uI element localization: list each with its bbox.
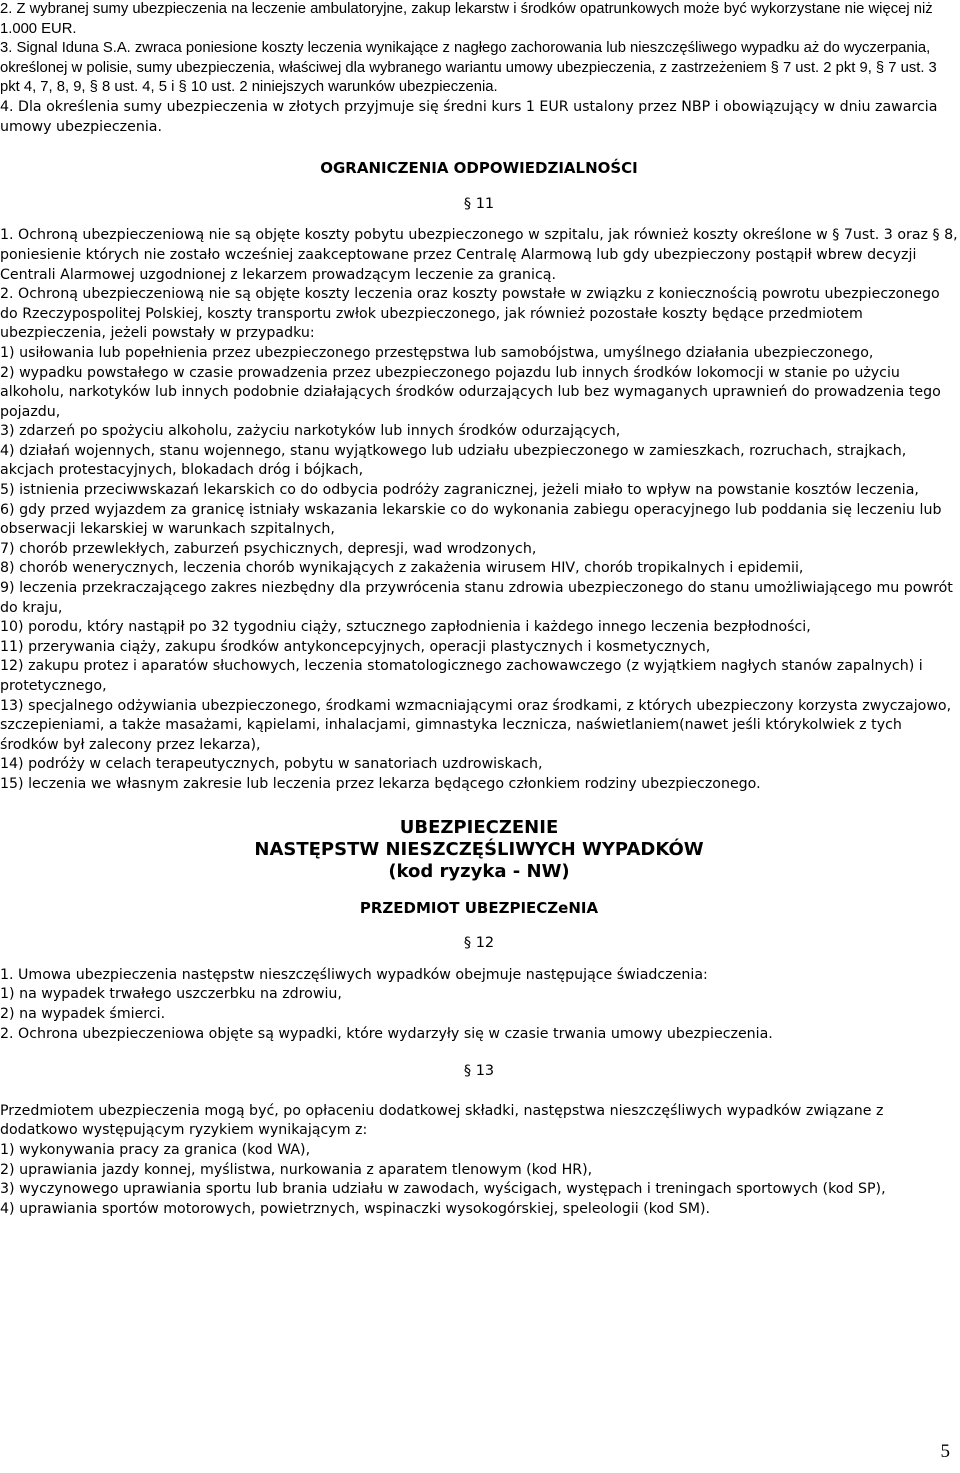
list-item: 2. Ochroną ubezpieczeniową nie są objęte koszty leczenia oraz koszty powstałe w związku z koniecznością powrotu ubezpieczonego do Rzeczypospolitej Polskiej, koszty transportu zwłok ubezpieczonego, jak również pozostałe koszty będące przedmiotem ubezpieczenia, jeżeli powstały w przypadku: xyxy=(0,286,940,342)
paragraph-13: § 13 xyxy=(463,1063,495,1080)
list-item: 1) wykonywania pracy za granica (kod WA), xyxy=(0,1141,311,1158)
paragraph-12: § 12 xyxy=(463,935,495,952)
list-item: 1. Ochroną ubezpieczeniową nie są objęte koszty pobytu ubezpieczonego w szpitalu, jak również koszty określone w § 7ust. 3 oraz § 8, poniesienie których nie zostało wcześniej zaakceptowane przez Centralę Alarmową lub gdy ubezpieczony postąpił wbrew decyzji Centrali Alarmowej uzgodnionej z lekarzem prowadzącym leczenie za granicą. xyxy=(0,227,958,283)
page-number: 5 xyxy=(940,1441,950,1462)
list-item: 1) usiłowania lub popełnienia przez ubezpieczonego przestępstwa lub samobójstwa, umyślnego działania ubezpieczonego, xyxy=(0,344,874,361)
list-item: 3) wyczynowego uprawiania sportu lub brania udziału w zawodach, wyścigach, występach i treningach sportowych (kod SP), xyxy=(0,1181,886,1198)
list-item: 8) chorób wenerycznych, leczenia chorób wynikających z zakażenia wirusem HIV, chorób tropikalnych i epidemii, xyxy=(0,560,804,577)
list-item: 13) specjalnego odżywiania ubezpieczonego, środkami wzmacniającymi oraz środkami, z których ubezpieczony korzysta zwyczajowo, szczepieniami, a także masażami, kąpielami, inhalacjami, gimnastyka lecznicza, naświetlaniem(nawet jeśli którykolwiek z tych środków był zalecony przez lekarza), xyxy=(0,697,952,753)
list-item: 1) na wypadek trwałego uszczerbku na zdrowiu, xyxy=(0,986,342,1003)
list-item: 11) przerywania ciąży, zakupu środków antykoncepcyjnych, operacji plastycznych i kosmetycznych, xyxy=(0,638,711,655)
intro-block xyxy=(0,0,958,137)
intro-item-4: 4. Dla określenia sumy ubezpieczenia w złotych przyjmuje się średni kurs 1 EUR ustalony przez NBP i obowiązujący w dniu zawarcia umowy ubezpieczenia. xyxy=(0,98,938,135)
list-item: 4) uprawiania sportów motorowych, powietrznych, wspinaczki wysokogórskiej, speleologii (kod SM). xyxy=(0,1200,710,1217)
list-item: 5) istnienia przeciwwskazań lekarskich co do odbycia podróży zagranicznej, jeżeli miało to wpływ na powstanie kosztów leczenia, xyxy=(0,482,919,499)
list-item: 15) leczenia we własnym zakresie lub leczenia przez lekarza będącego członkiem rodziny ubezpieczonego. xyxy=(0,775,761,792)
paragraph-11: § 11 xyxy=(463,195,495,212)
list-item: 6) gdy przed wyjazdem za granicę istniały wskazania lekarskie co do wykonania zabiegu operacyjnego lub poddania się leczeniu lub obserwacji lekarskiej w warunkach szpitalnych, xyxy=(0,501,942,538)
list-item: 2) uprawiania jazdy konnej, myślistwa, nurkowania z aparatem tlenowym (kod HR), xyxy=(0,1161,593,1178)
list-item: 12) zakupu protez i aparatów słuchowych, leczenia stomatologicznego zachowawczego (z wyjątkiem nagłych stanów zapalnych) i protetycznego, xyxy=(0,658,923,694)
list-item: 14) podróży w celach terapeutycznych, pobytu w sanatoriach uzdrowiskach, xyxy=(0,756,543,773)
intro-item-3: 3. Signal Iduna S.A. zwraca poniesione koszty leczenia wynikające z nagłego zachorowania lub nieszczęśliwego wypadku aż do wyczerpania, określonej w polisie, sumy ubezpieczenia, właściwej dla wybranego wariantu umowy ubezpieczenia, z zastrzeżeniem § 7 ust. 2 pkt 9, § 7 ust. 3 pkt 4, 7, 8, 9, § 8 ust. 4, 5 i § 10 ust. 2 niniejszych warunków ubezpieczenia. xyxy=(0,40,937,96)
list-item: Przedmiotem ubezpieczenia mogą być, po opłaceniu dodatkowej składki, następstwa nieszczęśliwych wypadków związane z dodatkowo występującym ryzykiem wynikającym z: xyxy=(0,1102,884,1139)
intro-item-2: 2. Z wybranej sumy ubezpieczenia na leczenie ambulatoryjne, zakup lekarstw i środków opatrunkowych może być wykorzystane nie więcej niż 1.000 EUR. xyxy=(0,1,933,37)
section-title-line-3: (kod ryzyka - NW) xyxy=(388,860,570,882)
list-item: 9) leczenia przekraczającego zakres niezbędny dla przywrócenia stanu zdrowia ubezpieczonego do stanu umożliwiającego mu powrót do kraju, xyxy=(0,580,953,616)
list-item: 2) na wypadek śmierci. xyxy=(0,1005,166,1022)
list-item: 3) zdarzeń po spożyciu alkoholu, zażyciu narkotyków lub innych środków odurzających, xyxy=(0,423,621,440)
list-item: 2) wypadku powstałego w czasie prowadzenia przez ubezpieczonego pojazdu lub innych środków lokomocji w stanie po użyciu alkoholu, narkotyków lub innych podobnie działających środków odurzających lub bez wymaganych uprawnień do prowadzenia tego pojazdu, xyxy=(0,364,941,420)
list-item: 1. Umowa ubezpieczenia następstw nieszczęśliwych wypadków obejmuje następujące świadczenia: xyxy=(0,966,708,983)
subheading-subject: PRZEDMIOT UBEZPIECZeNIA xyxy=(359,898,599,917)
section-heading-limitations: OGRANICZENIA ODPOWIEDZIALNOŚCI xyxy=(320,159,638,178)
paragraph-12-list xyxy=(0,966,958,1044)
section-title-line-1: UBEZPIECZENIE xyxy=(399,816,559,838)
list-item: 10) porodu, który nastąpił po 32 tygodniu ciąży, sztucznego zapłodnienia i każdego innego leczenia bezpłodności, xyxy=(0,619,811,636)
paragraph-13-list xyxy=(0,1102,958,1220)
list-item: 2. Ochrona ubezpieczeniowa objęte są wypadki, które wydarzyły się w czasie trwania umowy ubezpieczenia. xyxy=(0,1025,773,1042)
section-title-nw xyxy=(0,817,958,883)
list-item: 7) chorób przewlekłych, zaburzeń psychicznych, depresji, wad wrodzonych, xyxy=(0,540,537,557)
list-item: 4) działań wojennych, stanu wojennego, stanu wyjątkowego lub udziału ubezpieczonego w zamieszkach, rozruchach, strajkach, akcjach protestacyjnych, blokadach dróg i bójkach, xyxy=(0,442,907,479)
section-title-line-2: NASTĘPSTW NIESZCZĘŚLIWYCH WYPADKÓW xyxy=(254,838,704,860)
limitations-list xyxy=(0,226,958,794)
